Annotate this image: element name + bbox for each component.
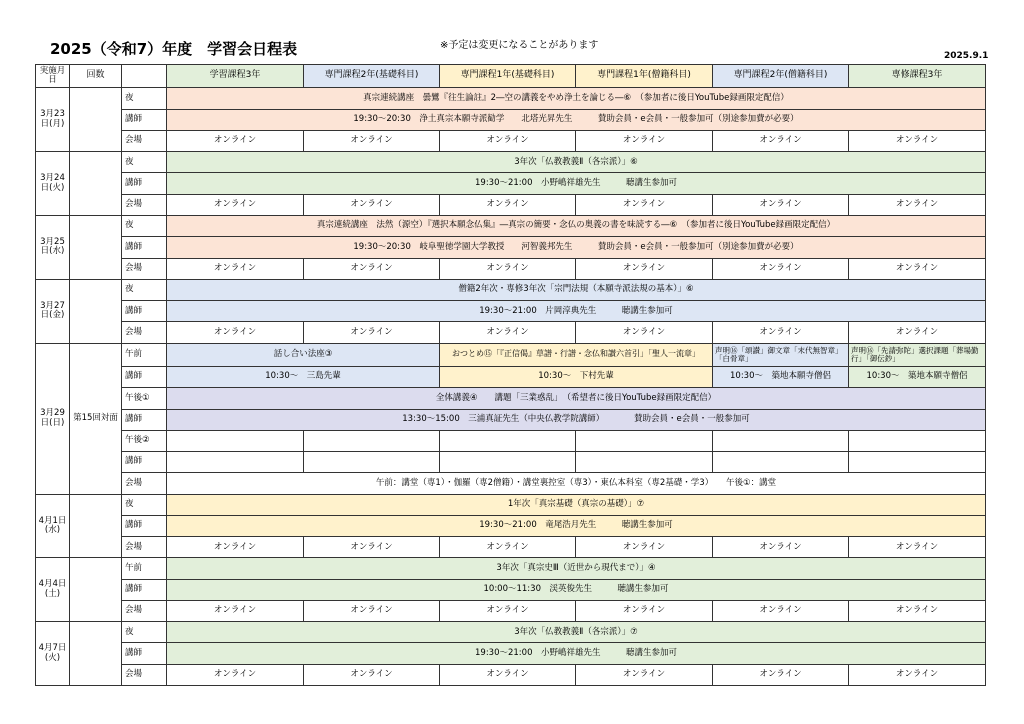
table-row — [36, 388, 986, 409]
row-label: 夜 — [122, 215, 167, 236]
venue-cell: オンライン — [713, 322, 849, 343]
table-row — [36, 366, 986, 387]
session-topic: 3年次「仏教教義Ⅱ（各宗派）」⑦ — [167, 622, 986, 643]
session-instructor: 19:30～20:30 岐阜聖徳学園大学教授 河智義邦先生 賛助会員・e会員・一般参加可（別途参加費が必要） — [167, 237, 986, 258]
venue-cell: オンライン — [304, 600, 440, 621]
venue-cell: オンライン — [304, 664, 440, 685]
session-date: 4月7日(火) — [36, 622, 70, 686]
table-row — [36, 622, 986, 643]
session-date: 4月4日(土) — [36, 558, 70, 622]
row-label: 講師 — [122, 643, 167, 664]
row-label: 夜 — [122, 279, 167, 300]
session-instructor: 19:30～21:00 竜尾浩月先生 聴講生参加可 — [167, 515, 986, 536]
header-course: 専修課程3年 — [849, 65, 986, 88]
session-topic: 真宗連続講座 曇鸞『往生論註』2―空の講義をやめ浄土を論じる―⑥ （参加者に後日YouTube録画限定配信） — [167, 88, 986, 109]
table-row — [36, 279, 986, 300]
schedule-table — [35, 64, 986, 686]
header-course: 専門課程1年(基礎科目) — [440, 65, 576, 88]
row-label: 午後① — [122, 388, 167, 409]
venue-cell: オンライン — [304, 258, 440, 279]
venue-cell: オンライン — [167, 130, 304, 151]
empty-cell — [849, 452, 986, 473]
session-instructor: 10:30～ 下村先輩 — [440, 366, 713, 387]
empty-cell — [576, 452, 713, 473]
table-row — [36, 494, 986, 515]
session-date: 4月1日(水) — [36, 494, 70, 558]
venue-cell: オンライン — [849, 322, 986, 343]
session-topic: 1年次「真宗基礎（真宗の基礎）」⑦ — [167, 494, 986, 515]
session-instructor: 10:00～11:30 渓英俊先生 聴講生参加可 — [167, 579, 986, 600]
row-label: 講師 — [122, 109, 167, 130]
session-topic: 声明⑯「先請弥陀」選択課題「葬場勤行」「御伝鈔」 — [849, 343, 986, 366]
session-topic: 全体講義④ 講題「三業惑乱」 （希望者に後日YouTube録画限定配信） — [167, 388, 986, 409]
header-course: 専門課程1年(僧籍科目) — [576, 65, 713, 88]
header-count: 回数 — [70, 65, 122, 88]
session-count: 第15回対面 — [70, 343, 122, 494]
row-label: 講師 — [122, 301, 167, 322]
table-row — [36, 558, 986, 579]
session-instructor: 19:30～21:00 小野嶋祥雄先生 聴講生参加可 — [167, 643, 986, 664]
venue-cell: オンライン — [713, 194, 849, 215]
empty-cell — [576, 430, 713, 451]
session-topic: 真宗連続講座 法然（源空）『選択本願念仏集』―真宗の簡要・念仏の奥義の書を味読する―⑥ （参加者に後日YouTube録画限定配信） — [167, 215, 986, 236]
venue-row — [36, 600, 986, 621]
venue-cell: オンライン — [849, 664, 986, 685]
session-topic: 3年次「仏教教義Ⅱ（各宗派）」⑥ — [167, 152, 986, 173]
row-label: 会場 — [122, 664, 167, 685]
table-row — [36, 215, 986, 236]
session-count — [70, 215, 122, 279]
table-row — [36, 343, 986, 366]
venue-cell: オンライン — [167, 258, 304, 279]
page-title: 2025（令和7）年度 学習会日程表 — [50, 40, 298, 58]
session-date: 3月23日(月) — [36, 88, 70, 152]
venue-row — [36, 322, 986, 343]
venue-cell: オンライン — [713, 537, 849, 558]
venue-cell: 午前：講堂（専1）・伽羅（専2僧籍）・講堂裏控室（専3）・東仏本科室（専2基礎・学3） 午後①：講堂 — [167, 473, 986, 494]
venue-cell: オンライン — [849, 130, 986, 151]
row-label: 講師 — [122, 515, 167, 536]
session-date: 3月24日(火) — [36, 152, 70, 216]
venue-cell: オンライン — [440, 322, 576, 343]
session-topic: 3年次「真宗史Ⅲ（近世から現代まで）」④ — [167, 558, 986, 579]
venue-cell: オンライン — [167, 664, 304, 685]
session-instructor: 10:30～ 築地本願寺僧侶 — [713, 366, 849, 387]
venue-cell: オンライン — [849, 600, 986, 621]
venue-cell: オンライン — [576, 130, 713, 151]
venue-cell: オンライン — [576, 537, 713, 558]
empty-cell — [167, 452, 304, 473]
row-label: 会場 — [122, 194, 167, 215]
table-row — [36, 173, 986, 194]
session-date: 3月27日(金) — [36, 279, 70, 343]
session-count — [70, 152, 122, 216]
row-label: 会場 — [122, 600, 167, 621]
venue-cell: オンライン — [849, 537, 986, 558]
row-label: 講師 — [122, 452, 167, 473]
venue-cell: オンライン — [849, 258, 986, 279]
venue-row — [36, 664, 986, 685]
table-row — [36, 430, 986, 451]
header-course: 学習課程3年 — [167, 65, 304, 88]
row-label: 夜 — [122, 622, 167, 643]
session-count — [70, 279, 122, 343]
row-label: 夜 — [122, 494, 167, 515]
venue-cell: オンライン — [440, 664, 576, 685]
header-date: 実施月日 — [36, 65, 70, 88]
empty-cell — [713, 452, 849, 473]
row-label: 会場 — [122, 258, 167, 279]
row-label: 夜 — [122, 88, 167, 109]
venue-cell: オンライン — [167, 537, 304, 558]
venue-row — [36, 130, 986, 151]
venue-cell: オンライン — [849, 194, 986, 215]
row-label: 会場 — [122, 322, 167, 343]
venue-row — [36, 258, 986, 279]
venue-cell: オンライン — [440, 537, 576, 558]
session-topic: おつとめ⑮「『正信偈』草譜・行譜・念仏和讃六首引」「聖人一流章」 — [440, 343, 713, 366]
venue-cell: オンライン — [713, 664, 849, 685]
header-course: 専門課程2年(僧籍科目) — [713, 65, 849, 88]
table-row — [36, 579, 986, 600]
session-instructor: 10:30～ 三島先輩 — [167, 366, 440, 387]
session-count — [70, 494, 122, 558]
venue-cell: オンライン — [440, 130, 576, 151]
table-row — [36, 152, 986, 173]
venue-cell: オンライン — [576, 258, 713, 279]
venue-cell: オンライン — [304, 130, 440, 151]
session-instructor: 19:30～20:30 浄土真宗本願寺派勧学 北塔光昇先生 賛助会員・e会員・一般参加可（別途参加費が必要） — [167, 109, 986, 130]
venue-row — [36, 194, 986, 215]
row-label: 講師 — [122, 579, 167, 600]
table-row — [36, 452, 986, 473]
row-label: 会場 — [122, 537, 167, 558]
venue-cell: オンライン — [304, 537, 440, 558]
empty-cell — [304, 452, 440, 473]
row-label: 講師 — [122, 366, 167, 387]
venue-cell: オンライン — [167, 194, 304, 215]
venue-cell: オンライン — [440, 194, 576, 215]
empty-cell — [713, 430, 849, 451]
session-instructor: 10:30～ 築地本願寺僧侶 — [849, 366, 986, 387]
venue-cell: オンライン — [713, 130, 849, 151]
session-date: 3月29日(日) — [36, 343, 70, 494]
venue-cell: オンライン — [713, 258, 849, 279]
table-row — [36, 515, 986, 536]
row-label: 午前 — [122, 343, 167, 366]
venue-cell: オンライン — [440, 600, 576, 621]
empty-cell — [304, 430, 440, 451]
session-instructor: 19:30～21:00 片岡淳典先生 聴講生参加可 — [167, 301, 986, 322]
row-label: 講師 — [122, 173, 167, 194]
header-row — [36, 65, 986, 88]
header-course: 専門課程2年(基礎科目) — [304, 65, 440, 88]
session-instructor: 13:30～15:00 三浦真証先生（中央仏教学院講師） 賛助会員・e会員・一般参加可 — [167, 409, 986, 430]
row-label: 会場 — [122, 130, 167, 151]
venue-row — [36, 537, 986, 558]
empty-cell — [440, 452, 576, 473]
empty-cell — [849, 430, 986, 451]
row-label: 講師 — [122, 409, 167, 430]
session-topic: 僧籍2年次・専修3年次「宗門法規（本願寺派法規の基本）」⑥ — [167, 279, 986, 300]
venue-cell: オンライン — [440, 258, 576, 279]
venue-cell: オンライン — [713, 600, 849, 621]
row-label: 夜 — [122, 152, 167, 173]
table-row — [36, 409, 986, 430]
row-label: 会場 — [122, 473, 167, 494]
row-label: 午後② — [122, 430, 167, 451]
header-type — [122, 65, 167, 88]
table-row — [36, 237, 986, 258]
session-topic: 話し合い法座③ — [167, 343, 440, 366]
session-count — [70, 558, 122, 622]
table-row — [36, 643, 986, 664]
venue-cell: オンライン — [576, 194, 713, 215]
issue-date: 2025.9.1 — [944, 51, 989, 61]
session-topic: 声明⑯「頌讃」御文章「末代無智章」「白骨章」 — [713, 343, 849, 366]
venue-cell: オンライン — [167, 322, 304, 343]
venue-cell: オンライン — [576, 664, 713, 685]
empty-cell — [167, 430, 304, 451]
row-label: 講師 — [122, 237, 167, 258]
change-notice: ※予定は変更になることがあります — [440, 40, 599, 51]
session-count — [70, 88, 122, 152]
venue-cell: オンライン — [304, 322, 440, 343]
venue-cell: オンライン — [576, 322, 713, 343]
session-count — [70, 622, 122, 686]
row-label: 午前 — [122, 558, 167, 579]
table-row — [36, 109, 986, 130]
venue-cell: オンライン — [167, 600, 304, 621]
venue-cell: オンライン — [304, 194, 440, 215]
venue-cell: オンライン — [576, 600, 713, 621]
table-row — [36, 88, 986, 109]
session-instructor: 19:30～21:00 小野嶋祥雄先生 聴講生参加可 — [167, 173, 986, 194]
session-date: 3月25日(水) — [36, 215, 70, 279]
table-row — [36, 301, 986, 322]
venue-row — [36, 473, 986, 494]
empty-cell — [440, 430, 576, 451]
